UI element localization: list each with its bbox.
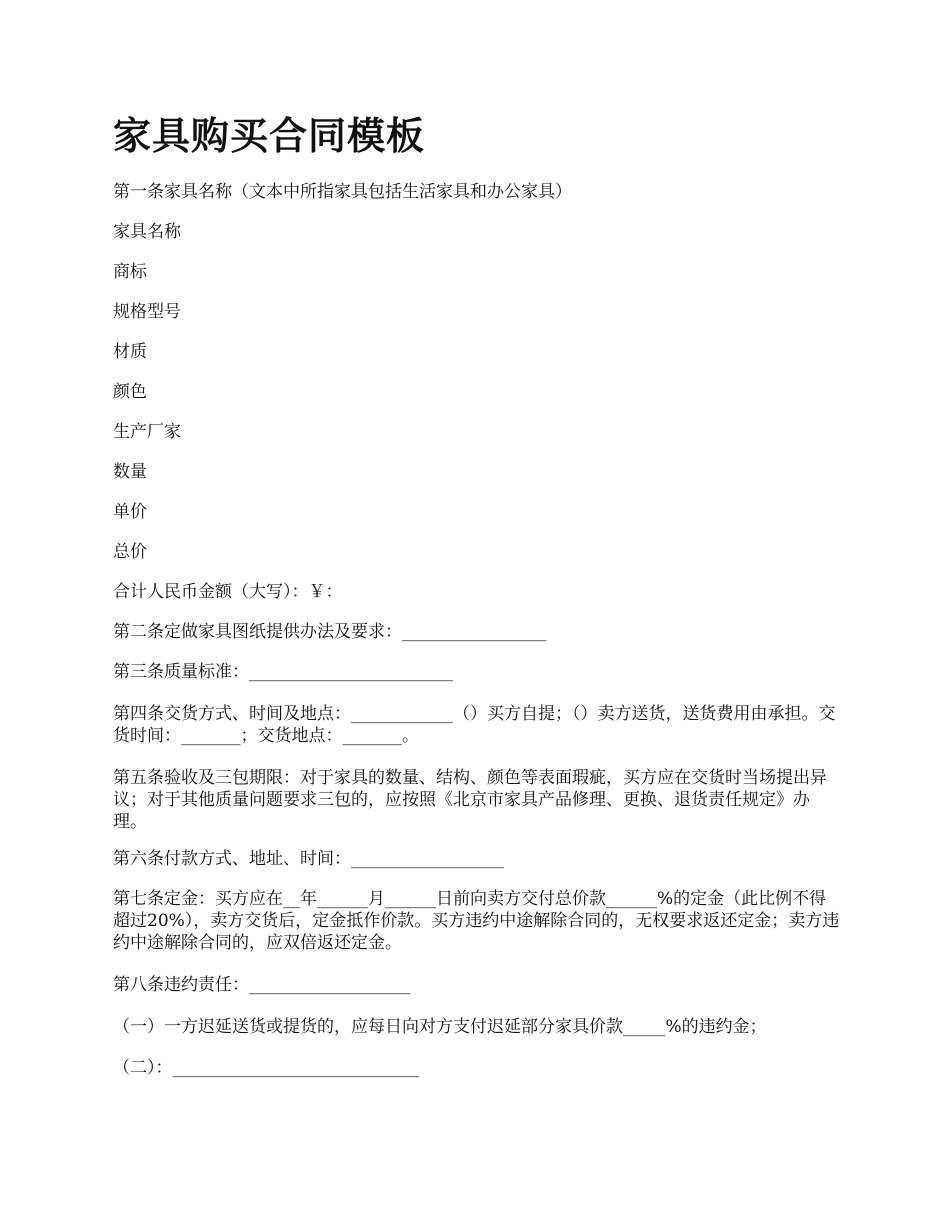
- field-furniture-name: 家具名称: [113, 222, 181, 242]
- clause-6: 第六条付款方式、地址、时间：__________________: [113, 849, 504, 869]
- document-title: 家具购买合同模板: [113, 113, 426, 158]
- clause-7: 第七条定金：买方应在__年______月______日前向卖方交付总价款______%的定金（此比例不得超过20%），卖方交货后，定金抵作价款。买方违约中途解除合同的，无权要求返还定金；卖方违约中途解除合同的，应双倍返还定金。: [113, 889, 840, 953]
- field-material: 材质: [113, 342, 147, 362]
- field-manufacturer: 生产厂家: [113, 422, 181, 442]
- clause-5: 第五条验收及三包期限：对于家具的数量、结构、颜色等表面瑕疵，买方应在交货时当场提出异议；对于其他质量问题要求三包的，应按照《北京市家具产品修理、更换、退货责任规定》办理。: [113, 768, 827, 832]
- clause-8-item-1: （一）一方迟延送货或提货的，应每日向对方支付迟延部分家具价款_____%的违约金；: [113, 1017, 767, 1037]
- field-total-amount: 合计人民币金额（大写）：￥：: [113, 582, 343, 602]
- field-trademark: 商标: [113, 262, 147, 282]
- clause-4: 第四条交货方式、时间及地点：____________（）买方自提；（）卖方送货，送货费用由承担。交货时间：_______；交货地点：_______。: [113, 704, 836, 746]
- field-quantity: 数量: [113, 462, 147, 482]
- field-unit-price: 单价: [113, 502, 147, 522]
- field-model: 规格型号: [113, 302, 181, 322]
- clause-2: 第二条定做家具图纸提供办法及要求：_________________: [113, 622, 547, 642]
- clause-8: 第八条违约责任：___________________: [113, 975, 411, 995]
- clause-8-item-2: （二）：_____________________________: [113, 1058, 419, 1078]
- field-color: 颜色: [113, 382, 147, 402]
- field-total-price: 总价: [113, 542, 147, 562]
- clause-3: 第三条质量标准：________________________: [113, 662, 453, 682]
- clause-1-heading: 第一条家具名称（文本中所指家具包括生活家具和办公家具）: [113, 182, 572, 202]
